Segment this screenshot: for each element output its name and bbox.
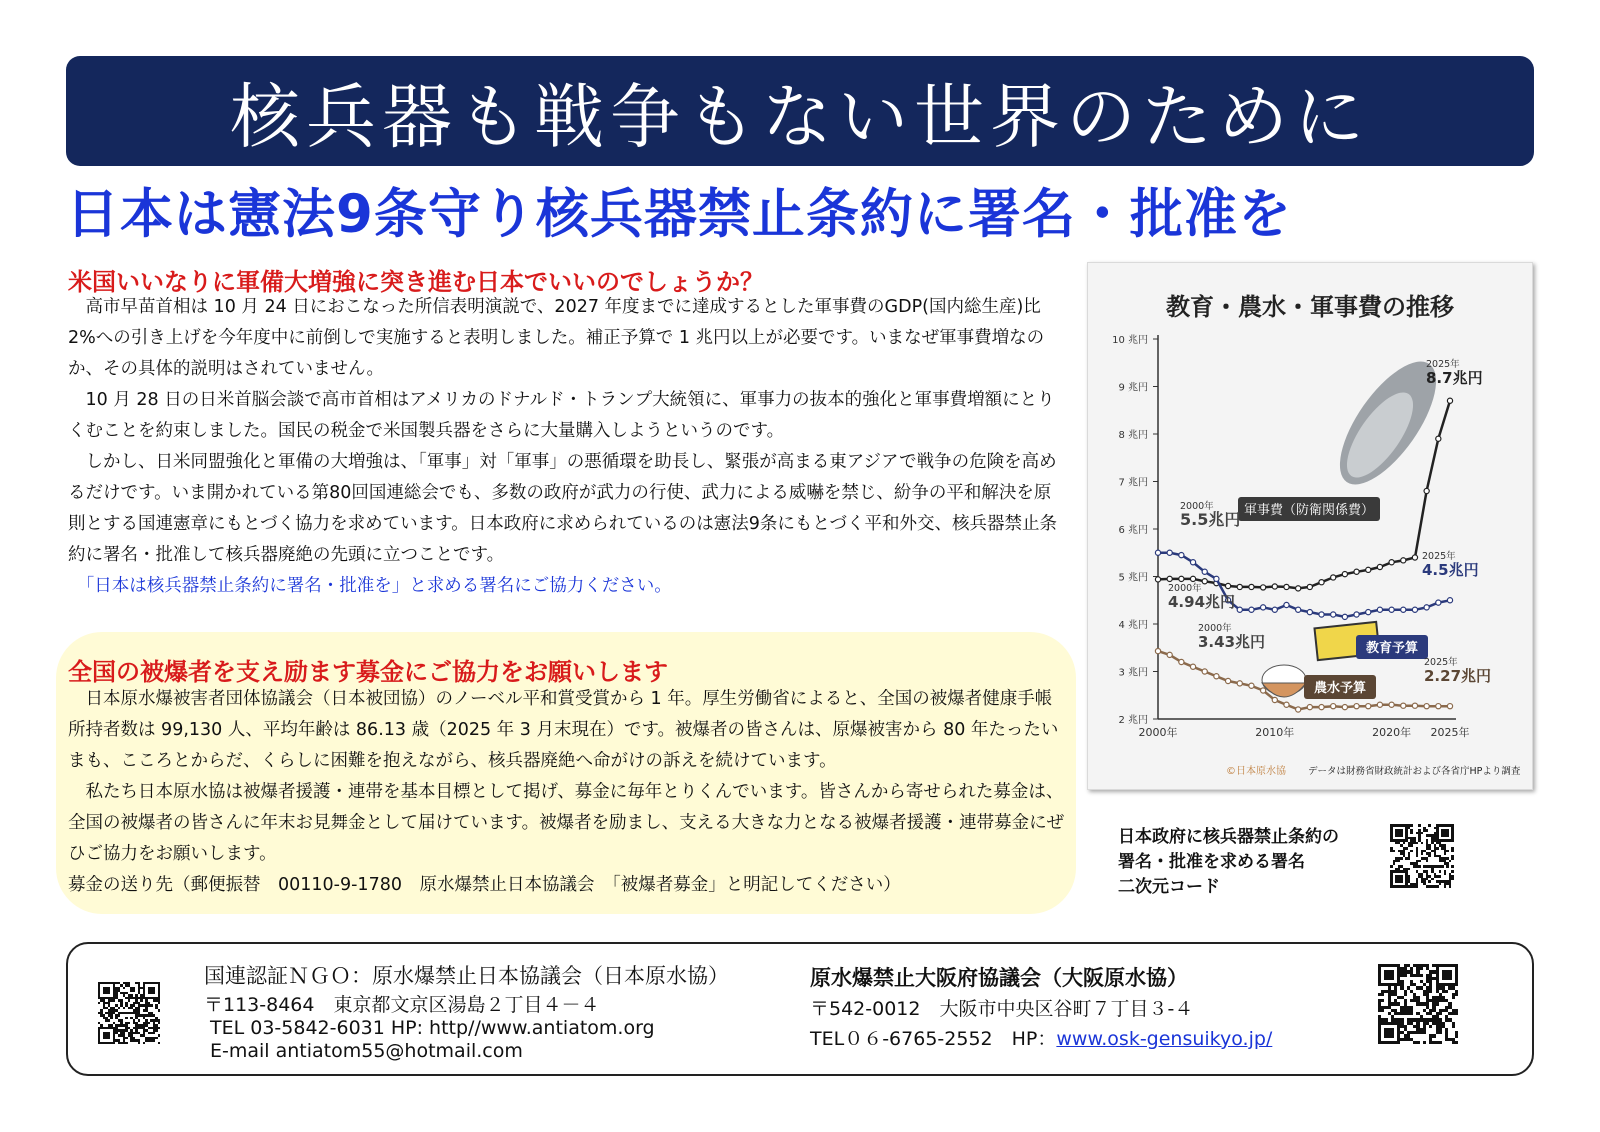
data-point — [1167, 576, 1172, 581]
data-point — [1155, 648, 1160, 653]
osk-qr-code[interactable] — [1378, 964, 1458, 1044]
qr-module — [1451, 885, 1454, 888]
data-point — [1331, 612, 1336, 617]
data-point — [1202, 569, 1207, 574]
data-point — [1354, 704, 1359, 709]
data-point — [1225, 583, 1230, 588]
data-point — [1284, 602, 1289, 607]
data-point — [1436, 600, 1441, 605]
section2-paragraph: 私たち日本原水協は被爆者援護・連帯を基本目標として掲げ、募金に毎年とりくんでいます。皆さんから寄せられた募金は、全国の被爆者の皆さんに年末お見舞金として届けています。被爆者を励まし、支える大きな力となる被爆者援護・連帯募金にぜひご協力をお願いします。 — [68, 782, 1065, 864]
data-point — [1331, 704, 1336, 709]
annotation-value: 2.27兆円 — [1424, 667, 1492, 685]
data-point — [1167, 652, 1172, 657]
data-point — [1296, 707, 1301, 712]
subtitle: 日本は憲法9条守り核兵器禁止条約に署名・批准を — [66, 184, 1292, 245]
data-point — [1412, 703, 1417, 708]
data-point — [1389, 607, 1394, 612]
data-point — [1202, 669, 1207, 674]
data-point — [1272, 584, 1277, 589]
signature-note-line: 日本政府に核兵器禁止条約の — [1118, 827, 1339, 847]
data-point — [1202, 579, 1207, 584]
signature-qr-note — [1118, 825, 1339, 900]
data-point — [1447, 704, 1452, 709]
annotation-value: 8.7兆円 — [1426, 369, 1483, 387]
donation-address: 募金の送り先（郵便振替 00110-9-1780 原水爆禁止日本協議会 「被爆者募金」と明記してください） — [68, 875, 901, 895]
title-banner — [66, 56, 1534, 166]
data-point — [1261, 688, 1266, 693]
annotation-value: 4.5兆円 — [1422, 561, 1479, 579]
data-point — [1424, 605, 1429, 610]
data-point — [1261, 585, 1266, 590]
military-label: 軍事費（防衛関係費） — [1243, 503, 1375, 518]
data-point — [1179, 659, 1184, 664]
footer-right-tel — [810, 1024, 1272, 1051]
section2-paragraph: 日本原水爆被害者団体協議会（日本被団協）のノーベル平和賞受賞から 1 年。厚生労働省によると、全国の被爆者健康手帳所持者数は 99,130 人、平均年齢は 86.13 歳（2025 年 3 月末現在）です。被爆者の皆さんは、原爆被害から 80 年たったいまも、こころとからだ、くらしに困難を抱えながら、核兵器廃絶へ命がけの訴えを続けています。 — [68, 689, 1059, 771]
data-point — [1214, 674, 1219, 679]
y-tick-label: 4 兆円 — [1118, 620, 1148, 631]
data-point — [1401, 607, 1406, 612]
annotation-year: 2000年 — [1198, 623, 1232, 634]
annotation-year: 2025年 — [1424, 657, 1458, 668]
agriculture-label: 農水予算 — [1313, 681, 1367, 696]
data-point — [1354, 569, 1359, 574]
banner-title: 核兵器も戦争もない世界のために — [230, 75, 1370, 158]
chart-credit: ©日本原水協 — [1226, 766, 1286, 777]
y-tick-label: 6 兆円 — [1118, 525, 1148, 536]
section1-body — [68, 292, 1068, 602]
x-tick-label: 2010年 — [1255, 726, 1295, 739]
antiatom-qr-code[interactable] — [98, 982, 160, 1044]
footer-right-address: 〒542-0012 大阪市中央区谷町７丁目３-４ — [810, 998, 1194, 1020]
data-point — [1424, 704, 1429, 709]
data-point — [1377, 607, 1382, 612]
data-point — [1272, 607, 1277, 612]
footer-left-tel: TEL 03-5842-6031 HP: http//www.antiatom.org — [210, 1017, 655, 1039]
footer-left-email: E-mail antiatom55@hotmail.com — [210, 1040, 523, 1062]
data-point — [1412, 555, 1417, 560]
x-tick-label: 2000年 — [1138, 726, 1178, 739]
chart-title: 教育・農水・軍事費の推移 — [1166, 293, 1454, 321]
data-point — [1401, 558, 1406, 563]
data-point — [1342, 705, 1347, 710]
data-point — [1284, 702, 1289, 707]
data-point — [1366, 610, 1371, 615]
data-point — [1155, 577, 1160, 582]
data-point — [1307, 705, 1312, 710]
y-tick-label: 10 兆円 — [1112, 335, 1148, 346]
y-tick-label: 5 兆円 — [1118, 572, 1148, 584]
footer-right-org: 原水爆禁止大阪府協議会（大阪原水協） — [810, 966, 1188, 990]
data-point — [1319, 705, 1324, 710]
data-point — [1296, 607, 1301, 612]
data-point — [1447, 598, 1452, 603]
data-point — [1354, 612, 1359, 617]
data-point — [1331, 575, 1336, 580]
footer-left-org: 国連認証ＮＧＯ：原水爆禁止日本協議会（日本原水協） — [204, 964, 729, 988]
data-point — [1412, 607, 1417, 612]
data-point — [1447, 398, 1452, 403]
data-point — [1319, 580, 1324, 585]
data-point — [1307, 610, 1312, 615]
data-point — [1342, 614, 1347, 619]
annotation-year: 2025年 — [1422, 551, 1456, 562]
data-point — [1377, 702, 1382, 707]
data-point — [1249, 584, 1254, 589]
x-tick-label: 2020年 — [1372, 726, 1412, 739]
data-point — [1319, 612, 1324, 617]
annotation-year: 2000年 — [1180, 501, 1214, 512]
data-point — [1272, 697, 1277, 702]
signature-note-line: 署名・批准を求める署名 — [1118, 852, 1305, 872]
y-tick-label: 7 兆円 — [1118, 477, 1148, 489]
data-point — [1377, 564, 1382, 569]
data-point — [1424, 488, 1429, 493]
qr-module — [158, 1042, 160, 1044]
y-tick-label: 9 兆円 — [1118, 382, 1148, 394]
data-point — [1179, 553, 1184, 558]
y-tick-label: 2 兆円 — [1118, 715, 1148, 726]
y-tick-label: 8 兆円 — [1118, 430, 1148, 441]
data-point — [1237, 681, 1242, 686]
footer-contact — [66, 942, 1534, 1076]
data-point — [1436, 436, 1441, 441]
section1-heading: 米国いいなりに軍備大増強に突き進む日本でいいのでしょうか？ — [68, 268, 764, 296]
annotation-year: 2025年 — [1426, 359, 1460, 370]
data-point — [1366, 567, 1371, 572]
data-point — [1237, 607, 1242, 612]
osk-website-link[interactable]: www.osk-gensuikyo.jp/ — [1056, 1028, 1273, 1050]
data-point — [1155, 550, 1160, 555]
signature-appeal: 「日本は核兵器禁止条約に署名・批准を」と求める署名にご協力ください。 — [68, 576, 672, 596]
education-label: 教育予算 — [1365, 641, 1419, 656]
data-point — [1249, 607, 1254, 612]
data-point — [1237, 584, 1242, 589]
section2-heading: 全国の被爆者を支え励ます募金にご協力をお願いします — [68, 658, 668, 686]
section1-paragraph: 高市早苗首相は 10 月 24 日におこなった所信表明演説で、2027 年度までに達成するとした軍事費のGDP(国内総生産)比 2%への引き上げを今年度中に前倒しで実施すると表明しました。補正予算で 1 兆円以上が必要です。いまなぜ軍事費増なのか、その具体的説明はされていません。 — [68, 297, 1045, 379]
data-point — [1284, 584, 1289, 589]
data-point — [1389, 702, 1394, 707]
y-tick-label: 3 兆円 — [1118, 667, 1148, 679]
data-point — [1307, 584, 1312, 589]
signature-note-line: 二次元コード — [1118, 877, 1220, 897]
data-point — [1389, 560, 1394, 565]
data-point — [1225, 678, 1230, 683]
annotation-value: 5.5兆円 — [1180, 510, 1241, 529]
x-tick-label: 2025年 — [1430, 726, 1470, 739]
data-point — [1296, 586, 1301, 591]
chart-svg — [1088, 263, 1532, 789]
chart-source: データは財務省財政統計および各省庁HPより調査 — [1308, 766, 1521, 777]
qr-module — [1455, 1041, 1458, 1044]
footer-right-tel-text: TEL０６-6765-2552 HP： — [810, 1028, 1057, 1050]
data-point — [1366, 704, 1371, 709]
annotation-year: 2000年 — [1168, 583, 1202, 594]
signature-qr-code[interactable] — [1390, 824, 1454, 888]
section1-paragraph: しかし、日米同盟強化と軍備の大増強は、「軍事」対「軍事」の悪循環を助長し、緊張が高まる東アジアで戦争の危険を高めるだけです。いま開かれている第80回国連総会でも、多数の政府が武力の行使、武力による威嚇を禁じ、紛争の平和解決を原則とする国連憲章にもとづく協力を求めています。日本政府に求められているのは憲法9条にもとづく平和外交、核兵器禁止条約に署名・批准して核兵器廃絶の先頭に立つことです。 — [68, 452, 1058, 565]
budget-chart — [1087, 262, 1533, 790]
data-point — [1214, 576, 1219, 581]
section1-paragraph: 10 月 28 日の日米首脳会談で高市首相はアメリカのドナルド・トランプ大統領に、軍事力の抜本的強化と軍事費増額にとりくむことを約束しました。国民の税金で米国製兵器をさらに大量購入しようというのです。 — [68, 390, 1055, 441]
annotation-value: 4.94兆円 — [1168, 593, 1236, 611]
data-point — [1249, 683, 1254, 688]
data-point — [1179, 576, 1184, 581]
data-point — [1190, 560, 1195, 565]
data-point — [1261, 605, 1266, 610]
data-point — [1190, 664, 1195, 669]
data-point — [1342, 572, 1347, 577]
section2-body — [68, 684, 1068, 901]
data-point — [1167, 550, 1172, 555]
data-point — [1401, 703, 1406, 708]
data-point — [1190, 576, 1195, 581]
annotation-value: 3.43兆円 — [1198, 633, 1266, 651]
data-point — [1436, 704, 1441, 709]
footer-left-address: 〒113-8464 東京都文京区湯島２丁目４－４ — [204, 994, 600, 1016]
